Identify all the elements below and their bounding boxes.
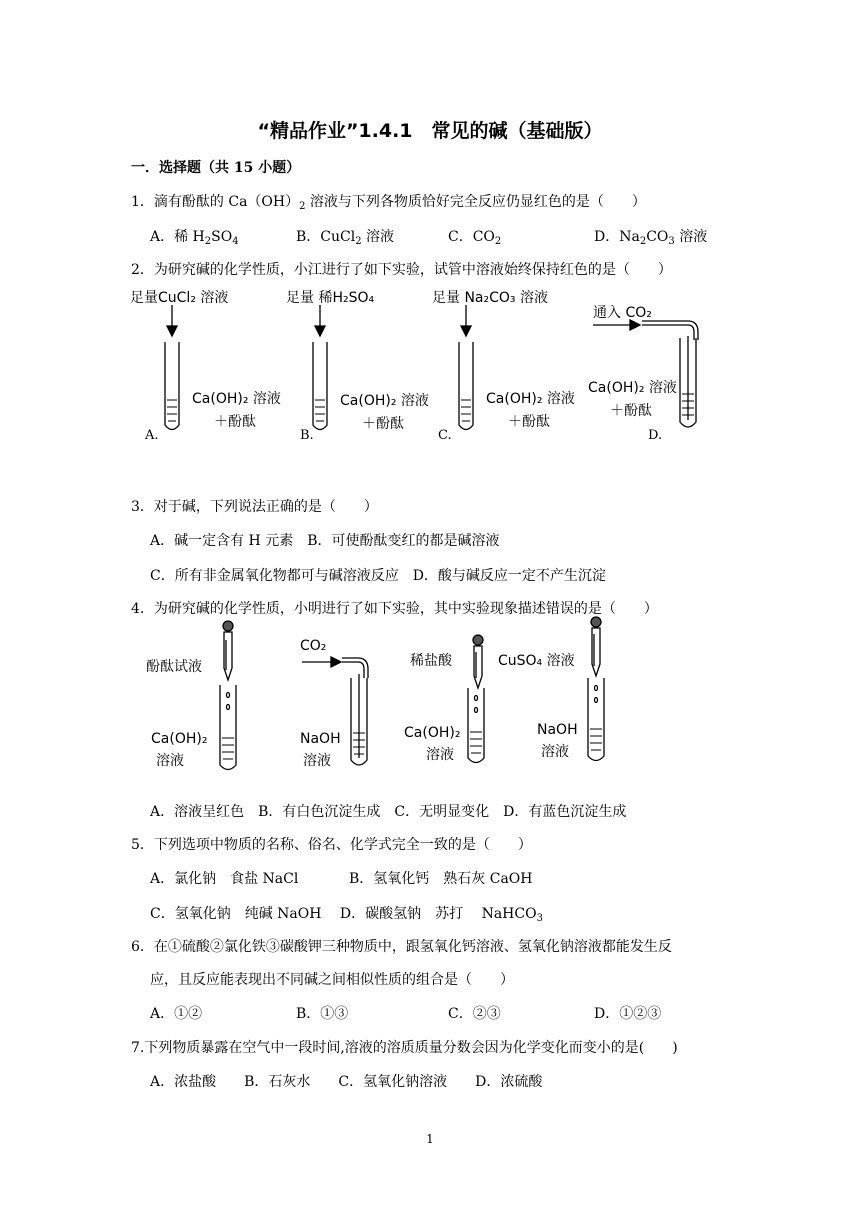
- question-6-option-d: D．①②③: [594, 1006, 662, 1022]
- solution-label-c: Ca(OH)₂ 溶液: [486, 391, 575, 407]
- question-1-option-c: C．$CO_2$: [448, 229, 502, 247]
- solution-word-1: 溶液: [156, 753, 184, 769]
- solution-label-3: Ca(OH)₂: [404, 725, 461, 741]
- phenolphthalein-label-b: ＋酚酞: [362, 416, 404, 432]
- page-title: “精品作业”1.4.1 常见的碱（基础版）: [257, 120, 603, 142]
- reagent-label-a: 足量CuCl₂ 溶液: [130, 290, 229, 306]
- question-7-options: A．浓盐酸 B．石灰水 C．氢氧化钠溶液 D．浓硫酸: [150, 1074, 543, 1090]
- reagent-label-1: 酚酞试液: [146, 659, 202, 675]
- figure-letter-b: B.: [300, 428, 314, 443]
- solution-label-1: Ca(OH)₂: [151, 731, 208, 747]
- question-5-stem: 5．下列选项中物质的名称、俗名、化学式完全一致的是（ ）: [131, 837, 532, 853]
- question-1-option-b: B．CuCl$_2$ 溶液: [296, 229, 395, 247]
- solution-label-b: Ca(OH)₂ 溶液: [340, 393, 429, 409]
- reagent-label-4: CuSO₄ 溶液: [498, 653, 575, 669]
- solution-word-3: 溶液: [426, 747, 454, 763]
- question-5-options-line2: C．氢氧化钠 纯碱 NaOH D．碳酸氢钠 苏打 NaHCO$_3$: [150, 906, 543, 924]
- question-1-option-a: A．稀 $H_2SO_4$: [150, 229, 239, 247]
- question-6-stem-line2: 应，且反应能表现出不同碱之间相似性质的组合是（ ）: [150, 972, 514, 988]
- solution-label-d: Ca(OH)₂ 溶液: [588, 380, 677, 396]
- question-4-stem: 4．为研究碱的化学性质，小明进行了如下实验，其中实验现象描述错误的是（ ）: [131, 601, 658, 617]
- solution-label-a: Ca(OH)₂ 溶液: [192, 391, 281, 407]
- reagent-label-d: 通入 CO₂: [593, 305, 652, 321]
- question-5-option-a: A．氯化钠 食盐 NaCl: [150, 871, 299, 887]
- question-3-stem: 3．对于碱，下列说法正确的是（ ）: [131, 499, 378, 515]
- question-4-options: A．溶液呈红色 B．有白色沉淀生成 C．无明显变化 D．有蓝色沉淀生成: [150, 804, 627, 820]
- phenolphthalein-label-d: ＋酚酞: [610, 403, 652, 419]
- question-6-option-c: C．②③: [448, 1006, 501, 1022]
- figure-letter-c: C.: [438, 428, 452, 443]
- reagent-label-3: 稀盐酸: [410, 653, 452, 669]
- question-6-option-a: A．①②: [150, 1006, 203, 1022]
- reagent-label-2: CO₂: [300, 638, 327, 654]
- question-6-stem-line1: 6．在①硫酸②氯化铁③碳酸钾三种物质中，跟氢氧化钙溶液、氢氧化钠溶液都能发生反: [131, 939, 672, 955]
- question-1-option-d: D．$Na_2CO_3$ 溶液: [594, 229, 708, 247]
- reagent-label-b: 足量 稀H₂SO₄: [286, 290, 375, 306]
- reagent-label-c: 足量 Na₂CO₃ 溶液: [432, 290, 548, 306]
- page-number: 1: [426, 1132, 434, 1146]
- question-5-option-b: B．氢氧化钙 熟石灰 CaOH: [349, 871, 533, 887]
- section-heading: 一．选择题（共 15 小题）: [131, 160, 301, 176]
- question-6-option-b: B．①③: [296, 1006, 349, 1022]
- figure-letter-d: D.: [648, 428, 663, 443]
- solution-label-4: NaOH: [537, 722, 578, 738]
- phenolphthalein-label-c: ＋酚酞: [508, 414, 550, 430]
- question-2-stem: 2．为研究碱的化学性质，小江进行了如下实验，试管中溶液始终保持红色的是（ ）: [131, 262, 672, 278]
- question-7-stem: 7.下列物质暴露在空气中一段时间,溶液的溶质质量分数会因为化学变化而变小的是( ): [131, 1040, 678, 1056]
- solution-word-4: 溶液: [541, 744, 569, 760]
- question-3-options-line1: A．碱一定含有 H 元素 B．可使酚酞变红的都是碱溶液: [150, 533, 500, 549]
- question-1-stem: 1．滴有酚酞的 $Ca(OH)_2$ 溶液与下列各物质恰好完全反应仍显红色的是（ ）: [131, 194, 646, 212]
- solution-label-2: NaOH: [300, 731, 341, 747]
- phenolphthalein-label-a: ＋酚酞: [214, 414, 256, 430]
- question-3-options-line2: C．所有非金属氧化物都可与碱溶液反应 D．酸与碱反应一定不产生沉淀: [150, 568, 606, 584]
- solution-word-2: 溶液: [303, 753, 331, 769]
- figure-letter-a: A.: [145, 428, 159, 443]
